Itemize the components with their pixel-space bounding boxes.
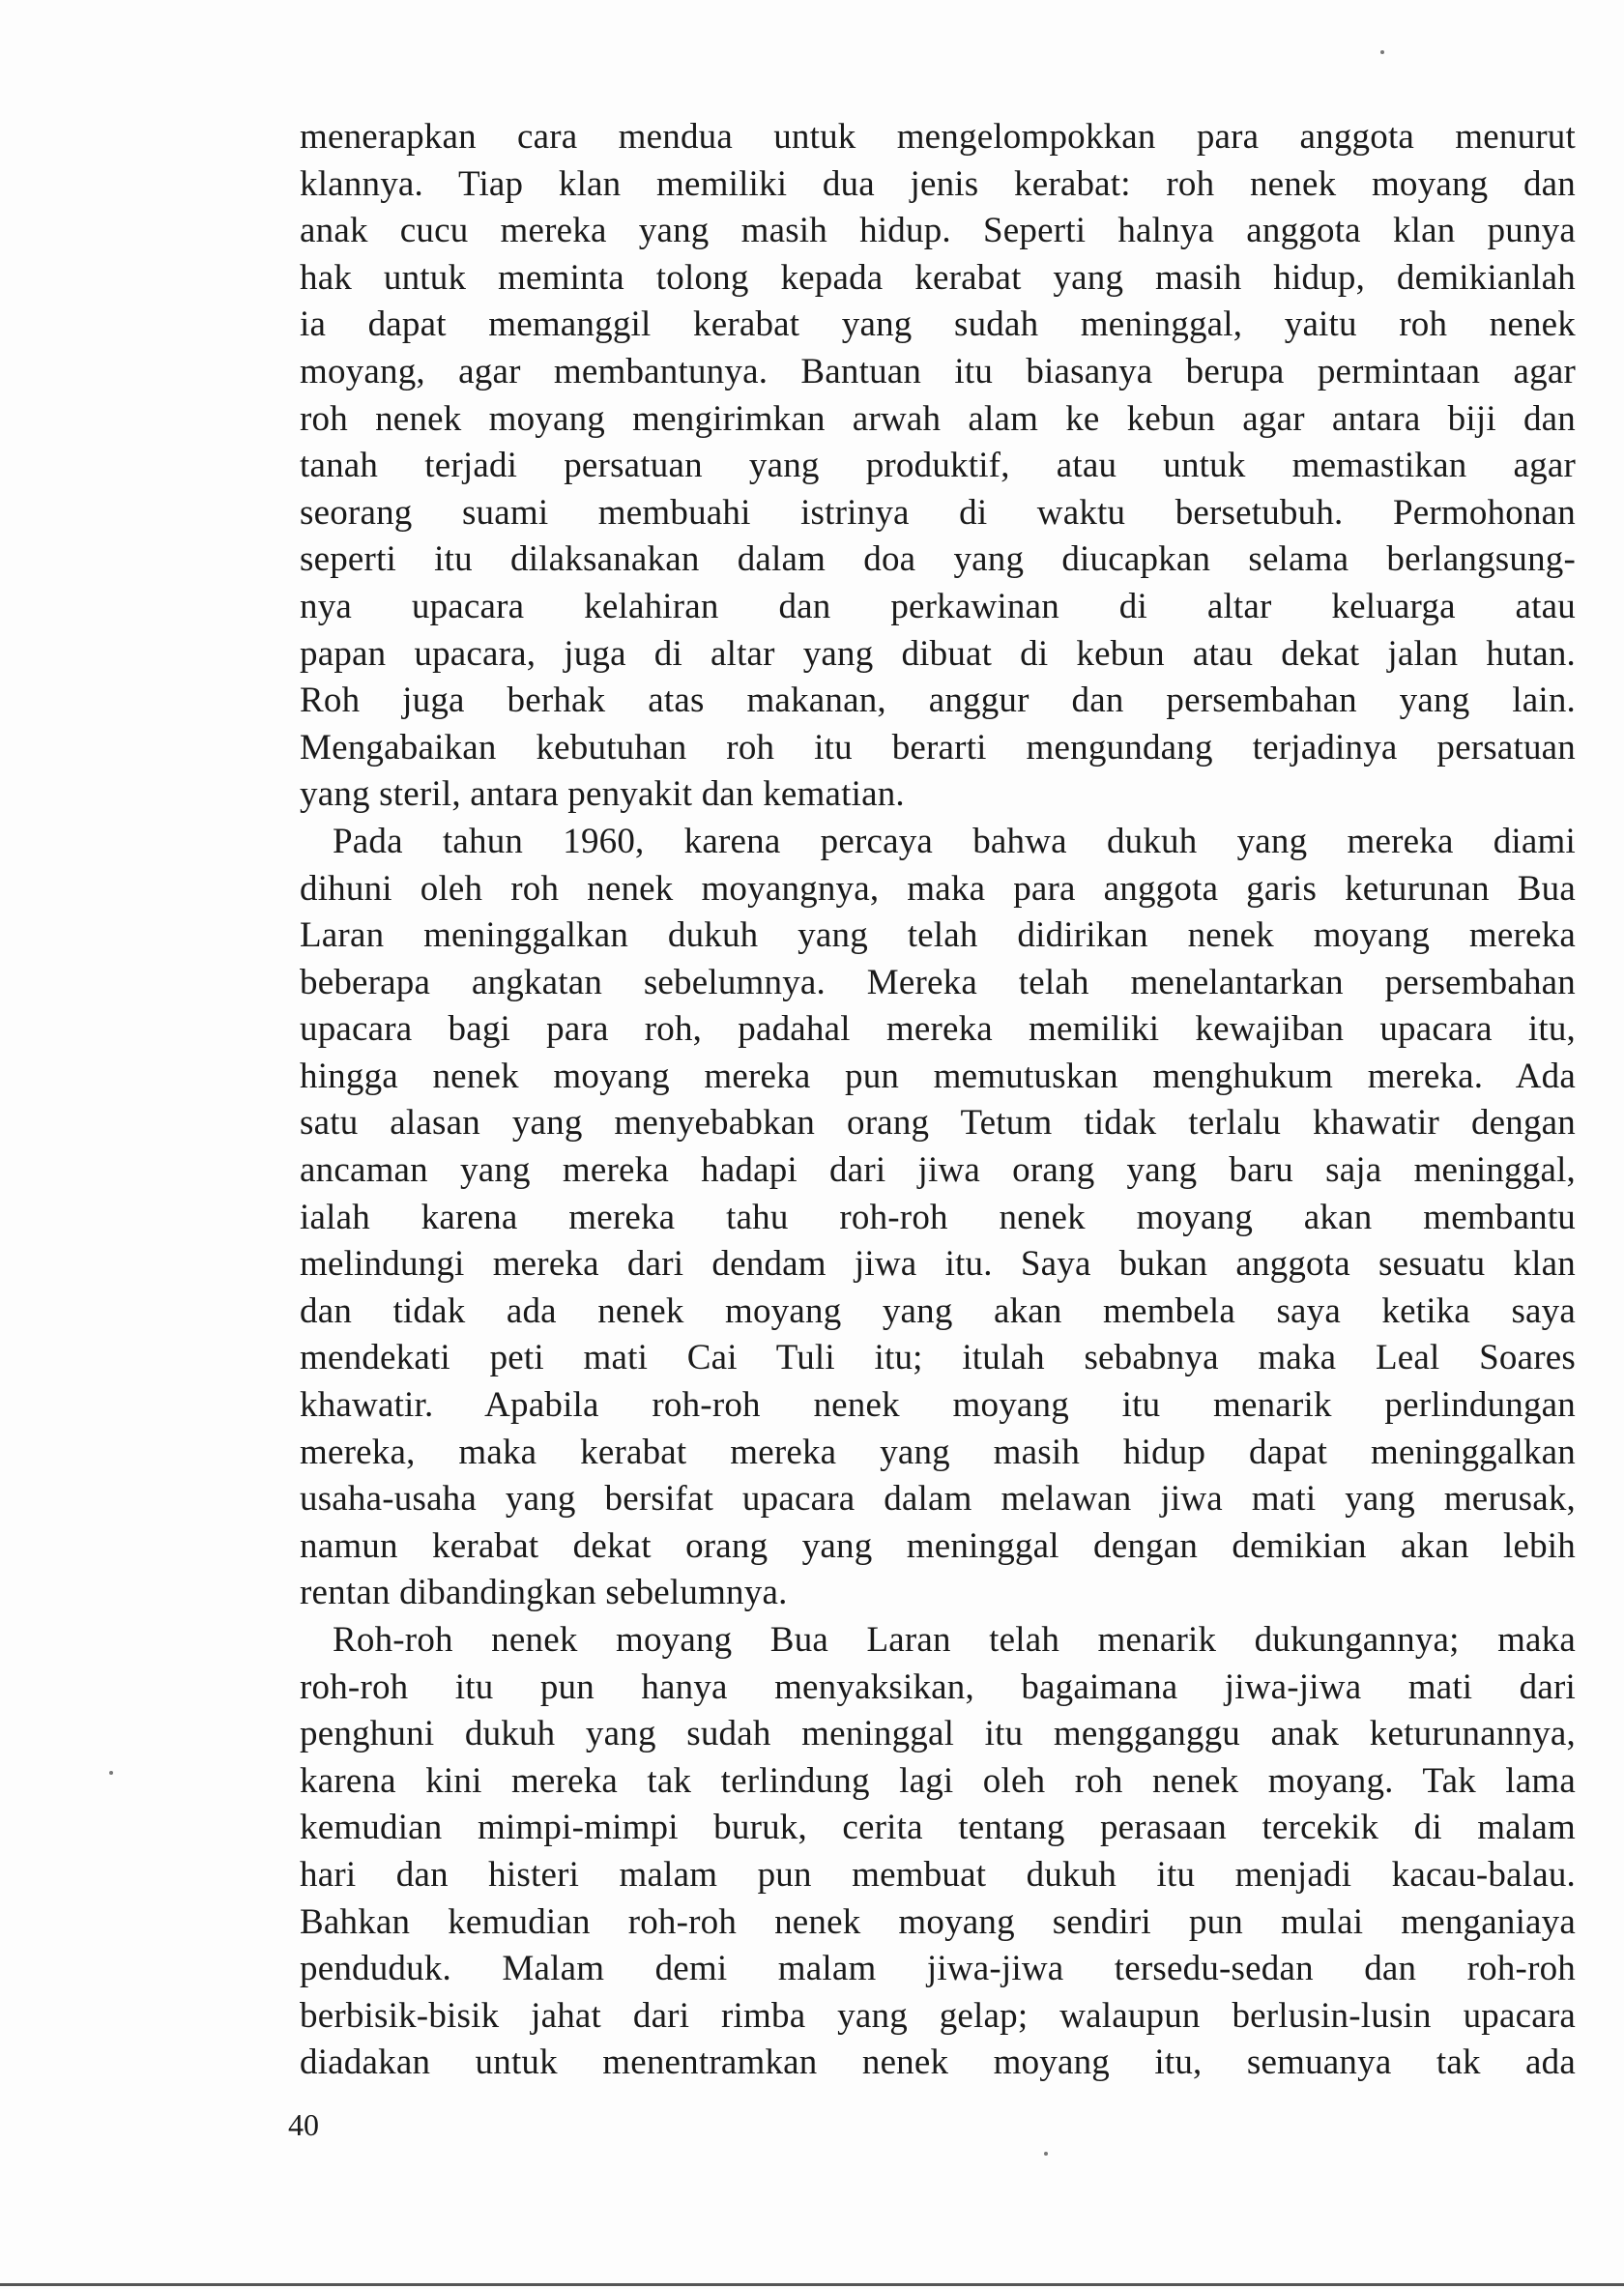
text-line: klannya. Tiap klan memiliki dua jenis kerabat: roh nenek moyang dan (300, 163, 1576, 204)
text-line: diadakan untuk menentramkan nenek moyang itu, semuanya tak ada (300, 2043, 1576, 2083)
scan-speck (1044, 2152, 1048, 2156)
text-line: mereka, maka kerabat mereka yang masih hidup dapat meninggalkan (300, 1432, 1576, 1472)
text-line: tanah terjadi persatuan yang produktif, atau untuk memastikan agar (300, 446, 1576, 486)
text-line: rentan dibandingkan sebelumnya. (300, 1573, 788, 1613)
text-line: hak untuk meminta tolong kepada kerabat yang masih hidup, demikianlah (300, 257, 1576, 298)
text-line: karena kini mereka tak terlindung lagi oleh roh nenek moyang. Tak lama (300, 1760, 1576, 1801)
paragraph-1 (300, 114, 1576, 819)
text-line: Bahkan kemudian roh-roh nenek moyang sendiri pun mulai menganiaya (300, 1901, 1576, 1942)
paragraph-3 (300, 1617, 1576, 2087)
text-line: Roh juga berhak atas makanan, anggur dan persembahan yang lain. (300, 681, 1576, 721)
text-line: ia dapat memanggil kerabat yang sudah meninggal, yaitu roh nenek (300, 304, 1576, 345)
text-line: beberapa angkatan sebelumnya. Mereka telah menelantarkan persembahan (300, 962, 1576, 1002)
text-line: roh-roh itu pun hanya menyaksikan, bagaimana jiwa-jiwa mati dari (300, 1666, 1576, 1707)
text-line: Mengabaikan kebutuhan roh itu berarti mengundang terjadinya persatuan (300, 727, 1576, 768)
paragraph-2 (300, 819, 1576, 1617)
text-line: penghuni dukuh yang sudah meninggal itu mengganggu anak keturunannya, (300, 1714, 1576, 1754)
text-line: mendekati peti mati Cai Tuli itu; itulah sebabnya maka Leal Soares (300, 1338, 1576, 1378)
text-line: seorang suami membuahi istrinya di waktu bersetubuh. Permohonan (300, 492, 1576, 533)
scan-speck (1380, 50, 1384, 54)
body-text (300, 114, 1576, 2087)
text-line: seperti itu dilaksanakan dalam doa yang diucapkan selama berlangsung- (300, 539, 1576, 580)
text-line: moyang, agar membantunya. Bantuan itu biasanya berupa permintaan agar (300, 351, 1576, 391)
text-line: dihuni oleh roh nenek moyangnya, maka para anggota garis keturunan Bua (300, 868, 1576, 909)
text-line: yang steril, antara penyakit dan kematian. (300, 774, 905, 815)
text-line: ialah karena mereka tahu roh-roh nenek moyang akan membantu (300, 1197, 1576, 1237)
text-line: nya upacara kelahiran dan perkawinan di altar keluarga atau (300, 586, 1576, 626)
text-line: roh nenek moyang mengirimkan arwah alam ke kebun agar antara biji dan (300, 398, 1576, 439)
text-line: Laran meninggalkan dukuh yang telah didirikan nenek moyang mereka (300, 915, 1576, 956)
text-line: melindungi mereka dari dendam jiwa itu. Saya bukan anggota sesuatu klan (300, 1244, 1576, 1285)
text-line: hingga nenek moyang mereka pun memutuskan menghukum mereka. Ada (300, 1056, 1576, 1096)
text-line: Roh-roh nenek moyang Bua Laran telah menarik dukungannya; maka (333, 1620, 1576, 1660)
text-line: namun kerabat dekat orang yang meninggal dengan demikian akan lebih (300, 1525, 1576, 1566)
text-line: papan upacara, juga di altar yang dibuat di kebun atau dekat jalan hutan. (300, 633, 1576, 674)
text-line: anak cucu mereka yang masih hidup. Seperti halnya anggota klan punya (300, 211, 1576, 251)
scan-speck (109, 1771, 113, 1775)
text-line: dan tidak ada nenek moyang yang akan membela saya ketika saya (300, 1290, 1576, 1331)
scan-edge-line (0, 2283, 1624, 2286)
text-line: upacara bagi para roh, padahal mereka memiliki kewajiban upacara itu, (300, 1009, 1576, 1050)
text-line: khawatir. Apabila roh-roh nenek moyang itu menarik perlindungan (300, 1385, 1576, 1426)
text-line: penduduk. Malam demi malam jiwa-jiwa tersedu-sedan dan roh-roh (300, 1949, 1576, 1989)
text-line: satu alasan yang menyebabkan orang Tetum tidak terlalu khawatir dengan (300, 1103, 1576, 1144)
text-line: Pada tahun 1960, karena percaya bahwa dukuh yang mereka diami (333, 821, 1576, 861)
text-line: kemudian mimpi-mimpi buruk, cerita tentang perasaan tercekik di malam (300, 1808, 1576, 1848)
text-line: ancaman yang mereka hadapi dari jiwa orang yang baru saja meninggal, (300, 1150, 1576, 1191)
text-line: menerapkan cara mendua untuk mengelompokkan para anggota menurut (300, 117, 1576, 157)
text-line: hari dan histeri malam pun membuat dukuh itu menjadi kacau-balau. (300, 1854, 1576, 1895)
text-line: usaha-usaha yang bersifat upacara dalam melawan jiwa mati yang merusak, (300, 1479, 1576, 1520)
page-number: 40 (288, 2107, 319, 2142)
text-line: berbisik-bisik jahat dari rimba yang gelap; walaupun berlusin-lusin upacara (300, 1995, 1576, 2036)
